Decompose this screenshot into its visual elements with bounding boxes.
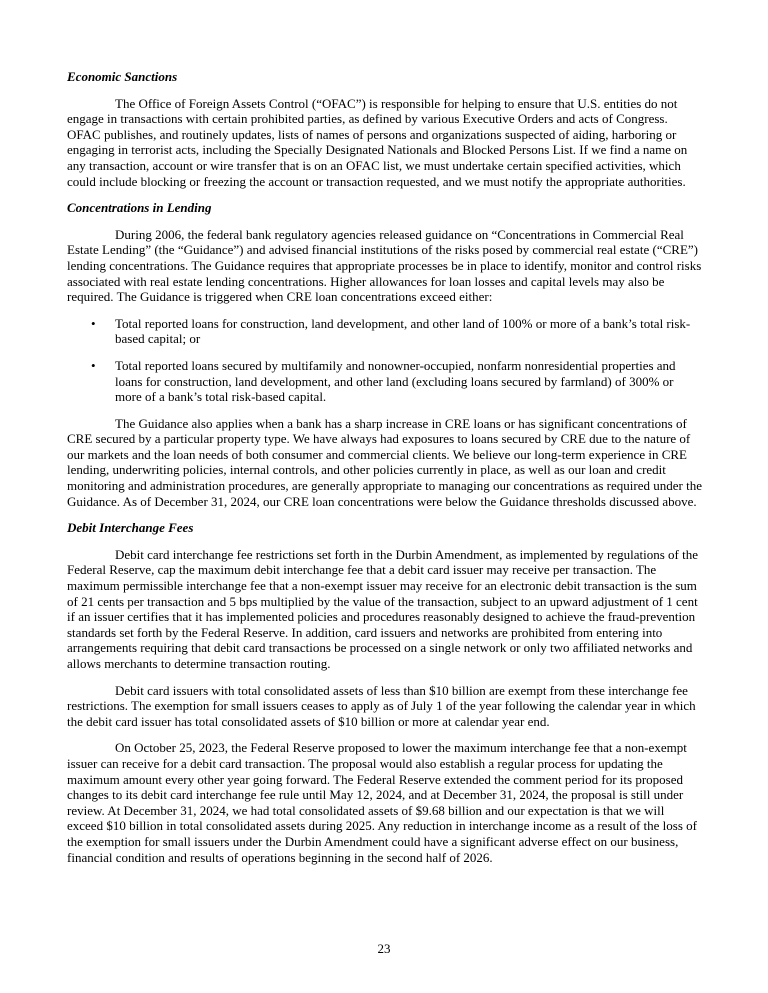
bullet-item-construction-loans xyxy=(91,316,703,347)
paragraph-cre-guidance: During 2006, the federal bank regulatory agencies released guidance on “Concentrations in Commercial Real Estate Lending” (the “Guidance”) and advised financial institutions of the risks posed by commercial real estate (“CRE”) lending concentrations. The Guidance requires that appropriate processes be in place to identify, monitor and control risks associated with real estate lending concentrations. Higher allowances for loan losses and capital levels may also be required. The Guidance is triggered when CRE loan concentrations exceed either: xyxy=(67,226,702,305)
page-number: 23 xyxy=(377,941,391,956)
section-heading-concentrations-in-lending: Concentrations in Lending xyxy=(67,200,212,216)
bullet-item-multifamily-loans xyxy=(91,358,703,405)
paragraph-ofac: The Office of Foreign Assets Control (“OFAC”) is responsible for helping to ensure that U.S. entities do not engage in transactions with certain prohibited parties, as defined by various Executive Orders and acts of Congress. OFAC publishes, and routinely updates, lists of names of persons and organizations suspected of aiding, harboring or engaging in terrorist acts, including the Specially Designated Nationals and Blocked Persons List. If we find a name on any transaction, account or wire transfer that is on an OFAC list, we must undertake certain specified activities, which could include blocking or freezing the account or transaction requested, and we must notify the appropriate authorities. xyxy=(67,95,688,189)
paragraph-exemption: Debit card issuers with total consolidated assets of less than $10 billion are exempt from these interchange fee restrictions. The exemption for small issuers ceases to apply as of July 1 of the year following the calendar year in which the debit card issuer has total consolidated assets of $10 billion or more at calendar year end. xyxy=(67,682,696,729)
section-heading-economic-sanctions: Economic Sanctions xyxy=(67,69,178,84)
paragraph-durbin-amendment: Debit card interchange fee restrictions set forth in the Durbin Amendment, as implemented by regulations of the Federal Reserve, cap the maximum debit interchange fee that a debit card issuer may receive per transaction. The maximum permissible interchange fee that a non-exempt issuer may receive for an electronic debit transaction is the sum of 21 cents per transaction and 5 bps multiplied by the value of the transaction, subject to an upward adjustment of 1 cent if an issuer certifies that it has implemented policies and procedures reasonably designed to achieve the fraud-prevention standards set forth by the Federal Reserve. In addition, card issuers and networks are prohibited from entering into arrangements requiring that debit card transactions be processed on a single network or only two affiliated networks and allows merchants to determine transaction routing. xyxy=(67,546,699,671)
document-page xyxy=(67,69,703,876)
bullet-marker: • xyxy=(91,357,96,373)
bullet-text: Total reported loans secured by multifamily and nonowner-occupied, nonfarm nonresidential properties and loans for construction, land development, and other land (excluding loans secured by farmland) of 300% or more of a bank’s total risk-based capital. xyxy=(115,357,676,405)
bullet-marker: • xyxy=(91,315,96,331)
paragraph-guidance-applies: The Guidance also applies when a bank has a sharp increase in CRE loans or has significant concentrations of CRE secured by a particular property type. We have always had exposures to loans secured by CRE due to the nature of our markets and the loan needs of both consumer and commercial clients. We believe our long-term experience in CRE lending, underwriting policies, internal controls, and other policies currently in place, as well as our loan and credit monitoring and administration procedures, are generally appropriate to managing our concentrations as required under the Guidance. As of December 31, 2024, our CRE loan concentrations were below the Guidance thresholds discussed above. xyxy=(67,415,702,509)
section-heading-debit-interchange-fees: Debit Interchange Fees xyxy=(67,520,194,536)
paragraph-fed-proposal: On October 25, 2023, the Federal Reserve proposed to lower the maximum interchange fee that a non-exempt issuer can receive for a debit card transaction. The proposal would also establish a regular process for updating the maximum amount every other year going forward. The Federal Reserve extended the comment period for its proposed changes to its debit card interchange fee rule until May 12, 2024, and at December 31, 2024, the proposal is still under review. At December 31, 2024, we had total consolidated assets of $9.68 billion and our expectation is that we will exceed $10 billion in total consolidated assets during 2025. Any reduction in interchange income as a result of the loss of the exemption for small issuers under the Durbin Amendment could have a significant adverse effect on our business, financial condition and results of operations beginning in the second half of 2026. xyxy=(67,740,697,865)
bullet-text: Total reported loans for construction, land development, and other land of 100% or more of a bank’s total risk-based capital; or xyxy=(115,315,691,347)
